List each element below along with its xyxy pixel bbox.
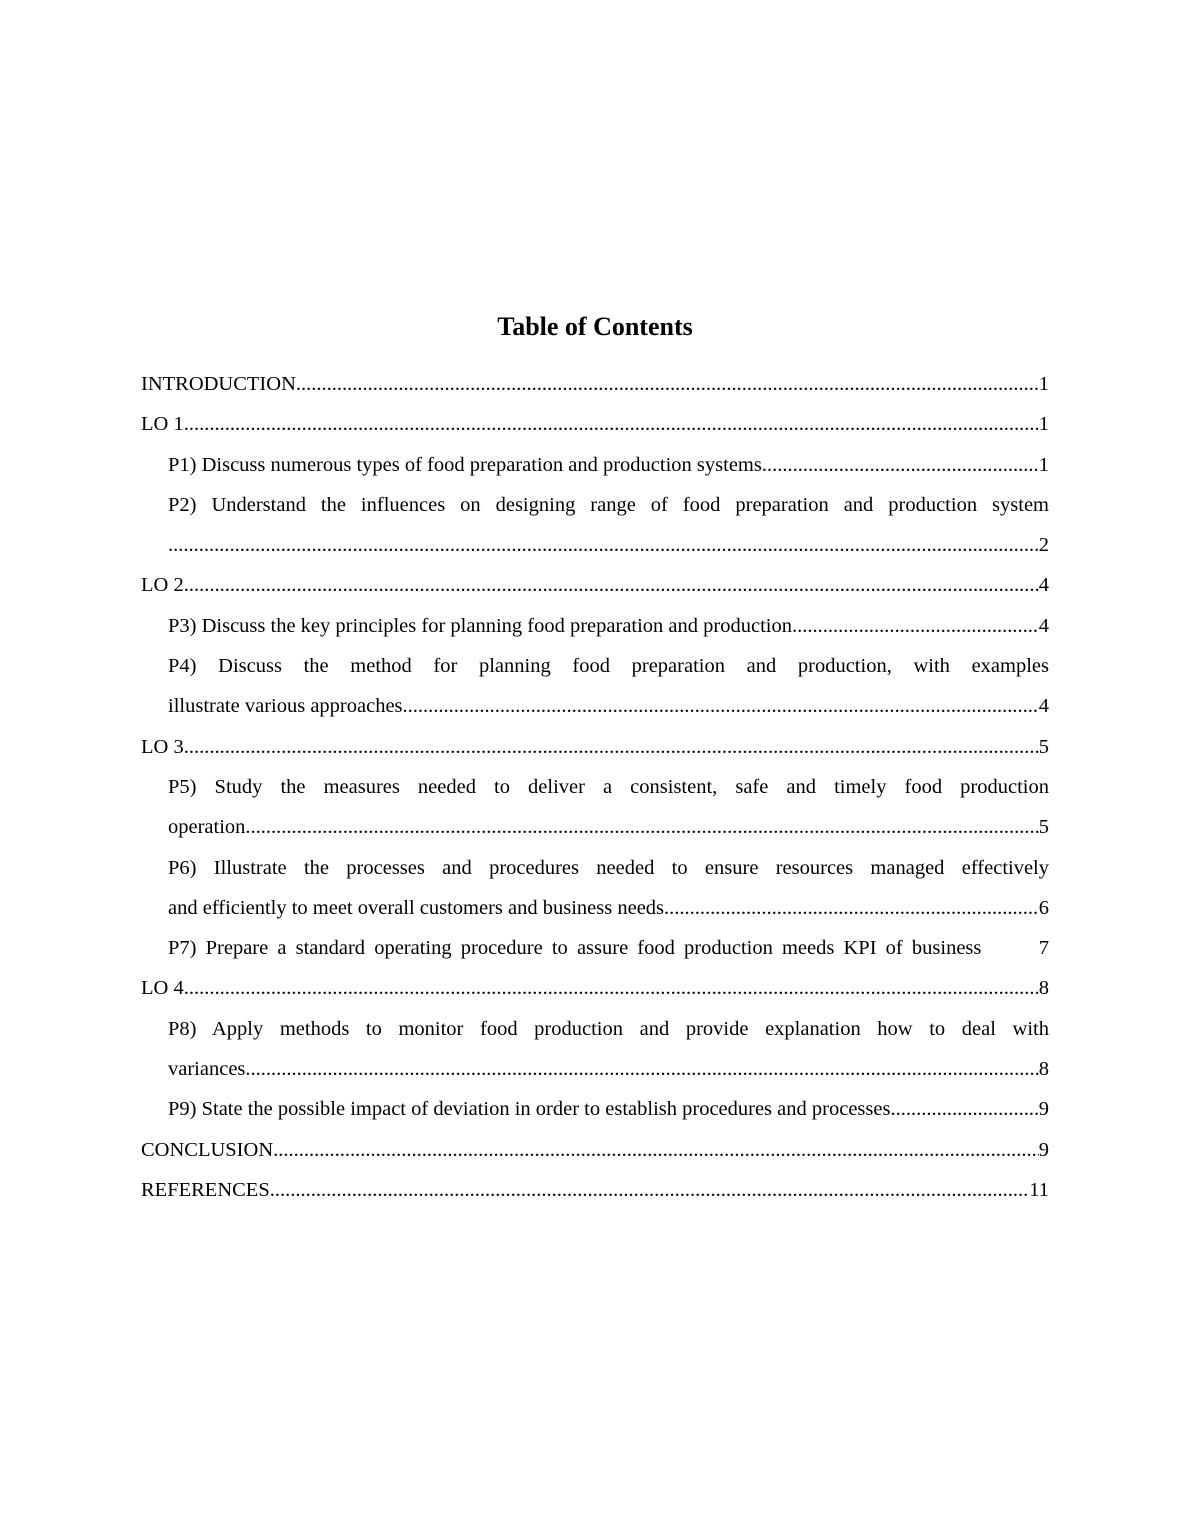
toc-leader-dots <box>890 1089 1038 1129</box>
toc-leader-dots <box>184 727 1039 767</box>
toc-leader-dots <box>664 888 1039 928</box>
toc-leader-dots <box>184 404 1039 444</box>
table-of-contents <box>141 364 1049 1210</box>
toc-entry-wrapped-line: P5) Study the measures needed to deliver a consistent, safe and timely food production <box>168 775 1049 798</box>
toc-entry[interactable] <box>141 1130 1049 1170</box>
toc-leader-dots <box>270 1170 1030 1210</box>
toc-entry-title: P1) Discuss numerous types of food preparation and production systems <box>168 453 762 476</box>
toc-page-number: 7 <box>1038 937 1049 960</box>
toc-entry[interactable] <box>141 364 1049 404</box>
toc-leader-dots <box>762 445 1039 485</box>
toc-page-number: 4 <box>1038 695 1049 718</box>
toc-entry-title: INTRODUCTION <box>141 373 296 395</box>
toc-entry-title: variances <box>168 1058 246 1081</box>
toc-entry-title: P9) State the possible impact of deviation in order to establish procedures and processes <box>168 1098 891 1121</box>
toc-entry-wrapped-line: P8) Apply methods to monitor food production and provide explanation how to deal with <box>168 1017 1049 1040</box>
toc-page-number: 8 <box>1038 1058 1049 1081</box>
toc-entry[interactable] <box>141 968 1049 1008</box>
toc-entry-title: and efficiently to meet overall customers and business needs <box>168 896 665 919</box>
toc-entry[interactable] <box>168 767 1049 848</box>
toc-page-number: 1 <box>1038 413 1049 436</box>
toc-entry[interactable] <box>168 606 1049 646</box>
toc-entry[interactable] <box>168 646 1049 727</box>
toc-entry[interactable] <box>168 1009 1049 1090</box>
toc-leader-dots <box>245 1049 1038 1089</box>
toc-title: Table of Contents <box>497 312 693 341</box>
toc-entry-title: LO 1 <box>141 413 184 436</box>
toc-leader-dots <box>273 1130 1039 1170</box>
toc-entry-title: LO 2 <box>141 574 184 597</box>
toc-page-number: 6 <box>1038 896 1049 919</box>
toc-page-number: 1 <box>1038 373 1049 395</box>
toc-entry[interactable] <box>168 485 1049 566</box>
toc-entry-wrapped-line: P4) Discuss the method for planning food preparation and production, with examples <box>168 655 1049 678</box>
toc-page-number: 2 <box>1038 534 1049 557</box>
toc-leader-dots <box>792 606 1039 646</box>
toc-entry[interactable] <box>141 727 1049 767</box>
toc-entry-title: REFERENCES <box>141 1178 270 1201</box>
toc-entry-title: P7) Prepare a standard operating procedure to assure food production meeds KPI of business <box>168 937 982 960</box>
toc-entry[interactable] <box>168 848 1049 929</box>
toc-page-number: 1 <box>1038 453 1049 476</box>
toc-entry[interactable] <box>168 445 1049 485</box>
toc-entry-wrapped-line: P6) Illustrate the processes and procedures needed to ensure resources managed effectively <box>168 856 1049 879</box>
toc-leader-dots <box>168 525 1039 565</box>
toc-leader-dots <box>245 807 1038 847</box>
toc-page-number: 11 <box>1029 1178 1049 1201</box>
toc-entry-title: LO 4 <box>141 977 184 1000</box>
toc-leader-dots <box>184 968 1039 1008</box>
toc-entry[interactable] <box>168 1089 1049 1129</box>
toc-leader-dots <box>403 686 1039 726</box>
toc-entry[interactable] <box>141 404 1049 444</box>
toc-entry-title: P3) Discuss the key principles for planning food preparation and production <box>168 614 792 637</box>
toc-page-number: 4 <box>1038 614 1049 637</box>
toc-page-number: 9 <box>1038 1138 1049 1161</box>
toc-page-number: 8 <box>1038 977 1049 1000</box>
toc-page-number: 5 <box>1038 735 1049 758</box>
toc-entry-title: LO 3 <box>141 735 184 758</box>
toc-leader-dots <box>184 565 1039 605</box>
toc-page-number: 5 <box>1038 816 1049 839</box>
toc-entry-title: CONCLUSION <box>141 1138 274 1161</box>
toc-entry[interactable] <box>141 1170 1049 1210</box>
toc-leader-dots <box>296 364 1039 404</box>
toc-entry[interactable] <box>141 565 1049 605</box>
toc-entry[interactable] <box>168 928 1049 968</box>
toc-page-number: 9 <box>1038 1098 1049 1121</box>
toc-entry-title: illustrate various approaches <box>168 695 403 718</box>
toc-entry-wrapped-line: P2) Understand the influences on designing range of food preparation and production system <box>168 493 1049 516</box>
toc-page-number: 4 <box>1038 574 1049 597</box>
toc-entry-title: operation <box>168 816 246 839</box>
